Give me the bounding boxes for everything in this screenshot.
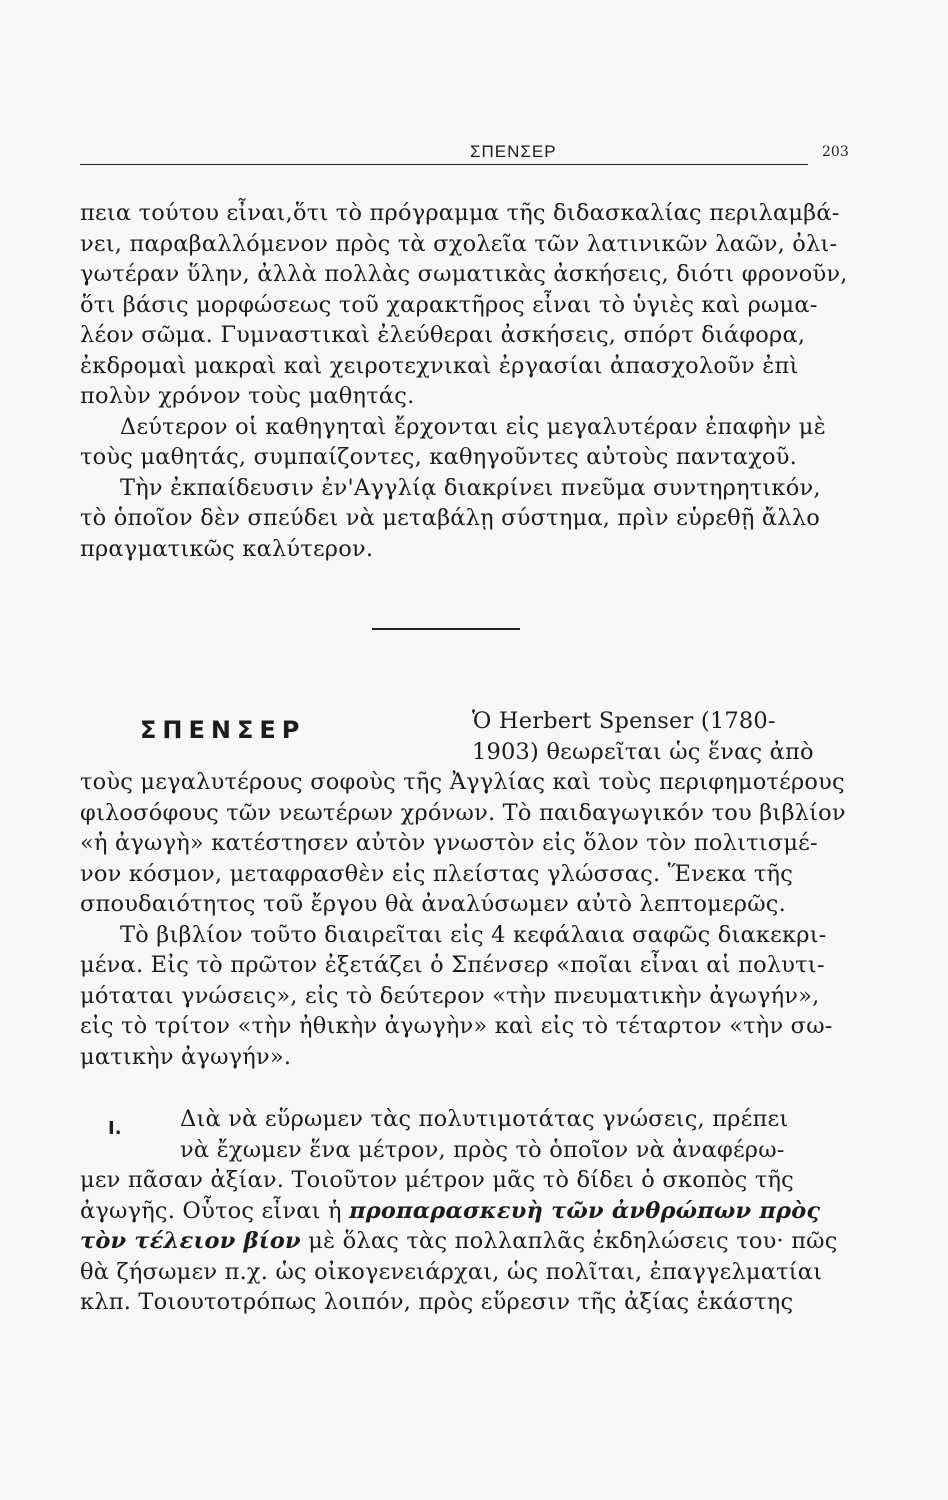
text-line: νον κόσμον, μεταφρασθὲν εἰς πλείστας γλώσσας. Ἕνεκα τῆς bbox=[80, 860, 794, 887]
section-separator bbox=[372, 628, 520, 630]
section-heading: ΣΠΕΝΣΕΡ bbox=[140, 716, 306, 744]
text-line: πεια τούτου εἶναι,ὅτι τὸ πρόγραμμα τῆς διδασκαλίας περιλαμβά- bbox=[80, 200, 840, 226]
text-line: πραγματικῶς καλύτερον. bbox=[80, 535, 374, 562]
header-rule bbox=[80, 164, 808, 165]
text-line: εἰς τὸ τρίτον «τὴν ἠθικὴν ἀγωγὴν» καὶ εἰς τὸ τέταρτον «τὴν σω- bbox=[80, 1013, 833, 1039]
text-line: ὅτι βάσις μορφώσεως τοῦ χαρακτῆρος εἶναι τὸ ὑγιὲς καὶ ρωμα- bbox=[80, 291, 818, 318]
running-header bbox=[80, 142, 849, 168]
text-line-mixed bbox=[80, 1226, 838, 1257]
subsection-number: I. bbox=[108, 1118, 122, 1139]
emphasized-text: προπαρασκευὴ τῶν ἀνθρώπων πρὸς bbox=[349, 1197, 821, 1224]
text-line: μεν πᾶσαν ἀξίαν. Τοιοῦτον μέτρον μᾶς τὸ δίδει ὁ σκοπὸς τῆς bbox=[80, 1167, 794, 1193]
section-text-block bbox=[80, 706, 846, 1072]
text-line: Τὸ βιβλίον τοῦτο διαιρεῖται εἰς 4 κεφάλαια σαφῶς διακεκρι- bbox=[120, 921, 827, 948]
text-line: τὸ ὁποῖον δὲν σπεύδει νὰ μεταβάλῃ σύστημα, πρὶν εὑρεθῇ ἄλλο bbox=[80, 505, 820, 531]
text-line: 1903) θεωρεῖται ὡς ἕνας ἀπὸ bbox=[472, 738, 814, 765]
text-line: γωτέραν ὕλην, ἀλλὰ πολλὰς σωματικὰς ἀσκήσεις, διότι φρονοῦν, bbox=[80, 261, 848, 287]
text-line: «ἡ ἀγωγὴ» κατέστησεν αὐτὸν γνωστὸν εἰς ὅλον τὸν πολιτισμέ- bbox=[80, 830, 818, 856]
header-title: ΣΠΕΝΣΕΡ bbox=[466, 142, 561, 162]
text-line: Τὴν ἐκπαίδευσιν ἐν'Αγγλίᾳ διακρίνει πνεῦμα συντηρητικόν, bbox=[120, 474, 821, 501]
text-line: τοὺς μαθητάς, συμπαίζοντες, καθηγοῦντες αὐτοὺς πανταχοῦ. bbox=[80, 444, 798, 470]
top-text-block bbox=[80, 198, 848, 564]
text-line: νει, παραβαλλόμενον πρὸς τὰ σχολεῖα τῶν λατινικῶν λαῶν, ὀλι- bbox=[80, 230, 838, 257]
text-line: ματικὴν ἀγωγήν». bbox=[80, 1043, 292, 1070]
text-line: λέον σῶμα. Γυμναστικαὶ ἐλεύθεραι ἀσκήσεις, σπόρτ διάφορα, bbox=[80, 322, 806, 348]
text-line: ἐκδρομαὶ μακραὶ καὶ χειροτεχνικαὶ ἐργασίαι ἀπασχολοῦν ἐπὶ bbox=[80, 352, 799, 379]
text-line: θὰ ζήσωμεν π.χ. ὡς οἰκογενειάρχαι, ὡς πολῖται, ἐπαγγελματίαι bbox=[80, 1258, 823, 1285]
text-line: πολὺν χρόνον τοὺς μαθητάς. bbox=[80, 383, 415, 409]
text-line: μένα. Εἰς τὸ πρῶτον ἐξετάζει ὁ Σπένσερ «ποῖαι εἶναι αἱ πολυτι- bbox=[80, 952, 825, 978]
text-run: μὲ ὅλας τὰς πολλαπλᾶς ἐκδηλώσεις του· πῶς bbox=[300, 1228, 838, 1254]
text-line: Δεύτερον οἱ καθηγηταὶ ἔρχονται εἰς μεγαλυτέραν ἐπαφὴν μὲ bbox=[120, 413, 826, 440]
text-line: κλπ. Τοιουτοτρόπως λοιπόν, πρὸς εὕρεσιν τῆς ἀξίας ἑκάστης bbox=[80, 1289, 794, 1315]
text-run: ἀγωγῆς. Οὗτος εἶναι ἡ bbox=[80, 1197, 350, 1224]
text-line: τοὺς μεγαλυτέρους σοφοὺς τῆς Ἀγγλίας καὶ τοὺς περιφημοτέρους bbox=[80, 769, 845, 795]
text-line: μόταται γνώσεις», εἰς τὸ δεύτερον «τὴν πνευματικὴν ἀγωγήν», bbox=[80, 982, 820, 1009]
text-line: Ὁ Herbert Spenser (1780- bbox=[472, 708, 776, 734]
text-line: σπουδαιότητος τοῦ ἔργου θὰ ἀναλύσωμεν αὐτὸ λεπτομερῶς. bbox=[80, 891, 786, 917]
page-number: 203 bbox=[822, 144, 849, 160]
text-line: φιλοσόφους τῶν νεωτέρων χρόνων. Τὸ παιδαγωγικόν του βιβλίον bbox=[80, 799, 846, 826]
text-line: Διὰ νὰ εὕρωμεν τὰς πολυτιμοτάτας γνώσεις, πρέπει bbox=[180, 1106, 789, 1132]
subsection-text-block bbox=[80, 1104, 838, 1318]
text-line-mixed bbox=[80, 1196, 820, 1227]
emphasized-text: τὸν τέλειον βίον bbox=[80, 1228, 301, 1254]
text-line: νὰ ἔχωμεν ἕνα μέτρον, πρὸς τὸ ὁποῖον νὰ ἀναφέρω- bbox=[180, 1136, 785, 1163]
